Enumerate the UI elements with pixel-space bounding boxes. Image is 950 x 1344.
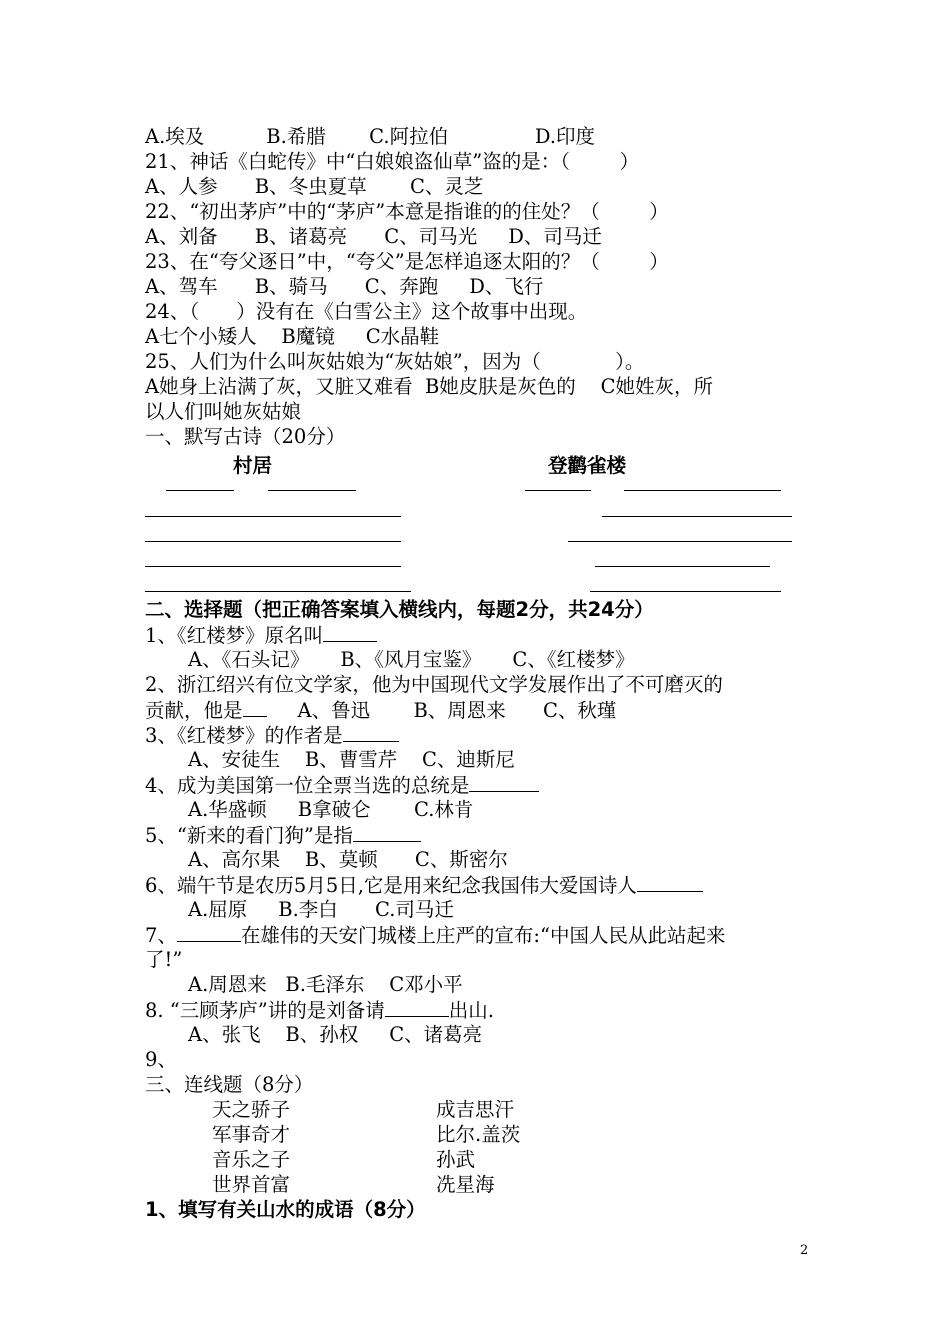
answer-blank[interactable] bbox=[323, 622, 377, 642]
answer-line[interactable] bbox=[166, 490, 234, 491]
answer-line[interactable] bbox=[602, 516, 792, 517]
match-right-2[interactable]: 比尔.盖茨 bbox=[436, 1123, 521, 1146]
question-2-cont: 贡献，他是 A、鲁迅 B、周恩来 C、秋瑾 bbox=[145, 699, 617, 722]
answer-blank[interactable] bbox=[343, 722, 399, 742]
answer-line[interactable] bbox=[145, 591, 411, 592]
section-1-heading: 一、默写古诗（20分） bbox=[145, 425, 346, 448]
section-2-heading: 二、选择题（把正确答案填入横线内，每题2分，共24分） bbox=[145, 598, 654, 621]
answer-blank[interactable] bbox=[353, 822, 421, 842]
answer-blank[interactable] bbox=[637, 872, 703, 892]
question-6: 6、端午节是农历5月5日,它是用来纪念我国伟大爱国诗人 bbox=[145, 872, 703, 898]
answer-line[interactable] bbox=[145, 566, 401, 567]
question-21: 21、神话《白蛇传》中“白娘娘盗仙草”盗的是：（ ） bbox=[145, 150, 640, 173]
answer-line[interactable] bbox=[568, 541, 792, 542]
answer-line[interactable] bbox=[268, 490, 356, 491]
options-21: A、人参 B、冬虫夏草 C、灵芝 bbox=[145, 175, 484, 198]
options-25: A她身上沾满了灰，又脏又难看 B她皮肤是灰色的 C她姓灰，所 bbox=[145, 375, 714, 398]
options-25-cont: 以人们叫她灰姑娘 bbox=[145, 400, 302, 423]
match-right-1[interactable]: 成吉思汗 bbox=[436, 1098, 515, 1121]
options-6: A.屈原 B.李白 C.司马迁 bbox=[188, 898, 454, 921]
match-left-2[interactable]: 军事奇才 bbox=[212, 1123, 291, 1146]
section-3-heading: 三、连线题（8分） bbox=[145, 1073, 314, 1096]
match-left-3[interactable]: 音乐之子 bbox=[212, 1148, 291, 1171]
section-4-heading: 1、填写有关山水的成语（8分） bbox=[145, 1198, 426, 1221]
page-number: 2 bbox=[800, 1243, 809, 1258]
answer-line[interactable] bbox=[145, 541, 401, 542]
poem-title-dengguanquelou: 登鹳雀楼 bbox=[548, 454, 627, 477]
options-5: A、高尔果 B、莫顿 C、斯密尔 bbox=[188, 848, 508, 871]
question-4: 4、成为美国第一位全票当选的总统是 bbox=[145, 772, 539, 798]
answer-blank[interactable] bbox=[469, 772, 539, 792]
question-22: 22、“初出茅庐”中的“茅庐”本意是指谁的的住处？（ ） bbox=[145, 200, 669, 223]
match-right-4[interactable]: 冼星海 bbox=[436, 1173, 495, 1196]
options-8: A、张飞 B、孙权 C、诸葛亮 bbox=[188, 1023, 483, 1046]
options-3: A、安徒生 B、曹雪芹 C、迪斯尼 bbox=[188, 748, 515, 771]
poem-title-cunju: 村居 bbox=[233, 454, 273, 477]
question-9: 9、 bbox=[145, 1048, 177, 1071]
match-right-3[interactable]: 孙武 bbox=[436, 1148, 476, 1171]
answer-line[interactable] bbox=[145, 516, 401, 517]
question-7: 7、 在雄伟的天安门城楼上庄严的宣布:“中国人民从此站起来 bbox=[145, 924, 726, 947]
answer-blank[interactable] bbox=[243, 697, 267, 717]
question-5: 5、“新来的看门狗”是指 bbox=[145, 822, 421, 848]
match-left-1[interactable]: 天之骄子 bbox=[212, 1098, 291, 1121]
options-7: A.周恩来 B.毛泽东 C邓小平 bbox=[188, 973, 463, 996]
text-line: A.埃及 B.希腊 C.阿拉伯 D.印度 bbox=[145, 125, 596, 148]
question-23: 23、在“夸父逐日”中，“夸父”是怎样追逐太阳的？（ ） bbox=[145, 250, 669, 273]
question-7-cont: 了!” bbox=[145, 948, 183, 971]
question-25: 25、人们为什么叫灰姑娘为“灰姑娘”，因为（ ）。 bbox=[145, 350, 645, 373]
options-4: A.华盛顿 B拿破仑 C.林肯 bbox=[188, 798, 474, 821]
question-24: 24、（ ）没有在《白雪公主》这个故事中出现。 bbox=[145, 300, 588, 323]
answer-blank[interactable] bbox=[385, 997, 449, 1017]
answer-line[interactable] bbox=[595, 566, 770, 567]
answer-blank[interactable] bbox=[177, 922, 241, 942]
match-left-4[interactable]: 世界首富 bbox=[212, 1173, 291, 1196]
question-8: 8. “三顾茅庐”讲的是刘备请 出山. bbox=[145, 999, 494, 1022]
question-2: 2、浙江绍兴有位文学家，他为中国现代文学发展作出了不可磨灭的 bbox=[145, 673, 723, 696]
options-24: A七个小矮人 B魔镜 C水晶鞋 bbox=[145, 325, 440, 348]
options-22: A、刘备 B、诸葛亮 C、司马光 D、司马迁 bbox=[145, 225, 602, 248]
answer-line[interactable] bbox=[624, 490, 781, 491]
answer-line[interactable] bbox=[590, 591, 781, 592]
options-23: A、驾车 B、骑马 C、奔跑 D、飞行 bbox=[145, 275, 544, 298]
question-1: 1、《红楼梦》原名叫 bbox=[145, 622, 377, 648]
question-3: 3、《红楼梦》的作者是 bbox=[145, 722, 399, 748]
answer-line[interactable] bbox=[525, 490, 591, 491]
options-1: A、《石头记》 B、《风月宝鉴》 C、《红楼梦》 bbox=[188, 648, 635, 671]
